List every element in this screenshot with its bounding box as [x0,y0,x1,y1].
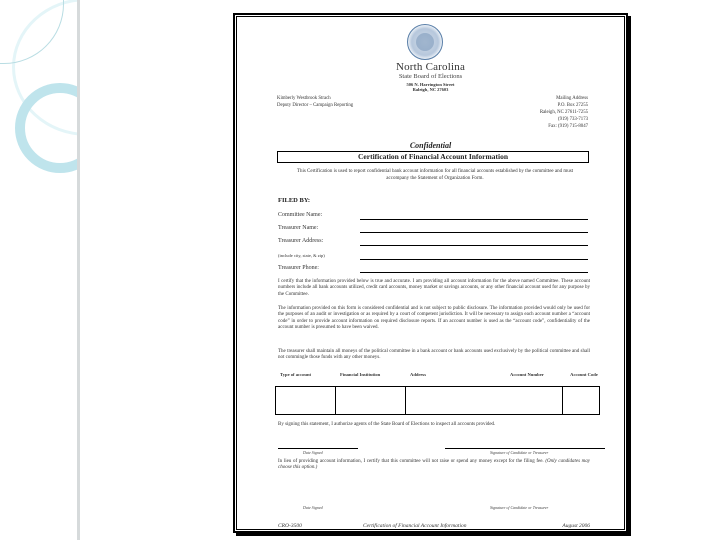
cell-account-code[interactable] [563,387,599,414]
slide-divider [77,0,80,540]
cell-type[interactable] [276,387,336,414]
signature-label-1: Signature of Candidate or Treasurer [490,450,549,455]
footer-form-title: Certification of Financial Account Information [363,523,467,529]
signature-line-1[interactable] [445,448,605,449]
mailing-address [540,95,588,130]
mailing-po-box: P.O. Box 27255 [557,103,588,108]
field-input-line[interactable] [360,245,588,246]
authorization-text: By signing this statement, I authorize agents of the State Board of Elections to inspect all accounts provided. [278,422,496,427]
org-subtitle: State Board of Elections [398,73,463,80]
confidential-label: Confidential [409,141,452,150]
field-label: Committee Name: [278,212,323,218]
treasurer-paragraph: The treasurer shall maintain all moneys of the political committee in a bank account or bank accounts used exclusively by the political committee and shall not commingle those funds with any other moneys. [278,349,590,361]
contact-left [277,95,353,109]
account-table [275,386,600,415]
form-title: Certification of Financial Account Information [277,151,589,163]
field-label: Treasurer Phone: [278,265,319,271]
field-input-line[interactable] [360,259,588,260]
header-account-number: Account Number [510,372,544,377]
form-footer [278,523,590,531]
treasurer-name-field[interactable] [278,221,588,233]
field-label: Treasurer Name: [278,225,319,231]
date-signed-line-1[interactable] [278,448,358,449]
mailing-fax: Fax: (919) 715-8047 [548,124,588,129]
in-lieu-statement: In lieu of providing account information, I certify that this committee will not raise or spend any money except for the filing fee. [278,459,544,464]
footer-form-id: CRO-3500 [278,523,302,529]
contact-name: Kimberly Westbrook Strach [277,96,331,101]
header-address: Address [410,372,426,377]
state-seal-icon [407,24,443,60]
org-address-line2: Raleigh, NC 27603 [412,87,449,92]
treasurer-phone-field[interactable] [278,261,588,273]
contact-title: Deputy Director – Campaign Reporting [277,103,354,108]
date-signed-label-2: Date Signed [303,505,323,510]
header-institution: Financial Institution [340,372,381,377]
mailing-heading: Mailing Address [556,96,588,101]
org-address-line1: 506 N. Harrington Street [406,82,455,87]
in-lieu-text [278,459,590,472]
treasurer-address-line2-field[interactable] [278,248,588,260]
intro-text: This Certification is used to report confidential bank account information for all financial accounts established by the committee and must accompany the Statement of Organization Form. [296,169,574,181]
document-page [233,13,628,533]
mailing-city: Raleigh, NC 27611-7255 [539,110,588,115]
org-address [235,82,626,92]
mailing-phone: (919) 733-7173 [558,117,588,122]
field-input-line[interactable] [360,232,588,233]
cell-address-number[interactable] [406,387,563,414]
filed-by-heading: FILED BY: [278,197,311,204]
footer-date: August 2006 [562,523,590,529]
header-account-code: Account Code [570,372,598,377]
account-table-headers [278,371,603,385]
certify-paragraph: I certify that the information provided below is true and accurate. I am providing all account information for the above named Committee. These account numbers include all bank accounts utilized, credit card accounts, money market or savings accounts, or any other financial account used for any purpose by the Committee. [278,279,590,297]
cell-institution[interactable] [336,387,406,414]
date-signed-label-1: Date Signed [303,450,323,455]
confidentiality-paragraph: The information provided on this form is considered confidential and is not subject to public disclosure. The information provided would only be used for the purposes of an audit or investigation or as required by a court of competent jurisdiction. It will be necessary to assign each account number a “account code” in order to provide account information on required disclosure reports. If an account number is used as the “account code”, confidentiality of the account number is presumed to have been waived. [278,306,590,331]
field-input-line[interactable] [360,272,588,273]
signature-label-2: Signature of Candidate or Treasurer [490,505,549,510]
field-label: (include city, state, & zip) [278,253,325,258]
field-input-line[interactable] [360,219,588,220]
treasurer-address-field[interactable] [278,234,588,246]
header-type: Type of account [280,372,312,377]
committee-name-field[interactable] [278,208,588,220]
org-name: North Carolina [395,61,466,73]
in-lieu-note: (Only candidates may choose this option.) [278,459,590,471]
field-label: Treasurer Address: [278,238,324,244]
